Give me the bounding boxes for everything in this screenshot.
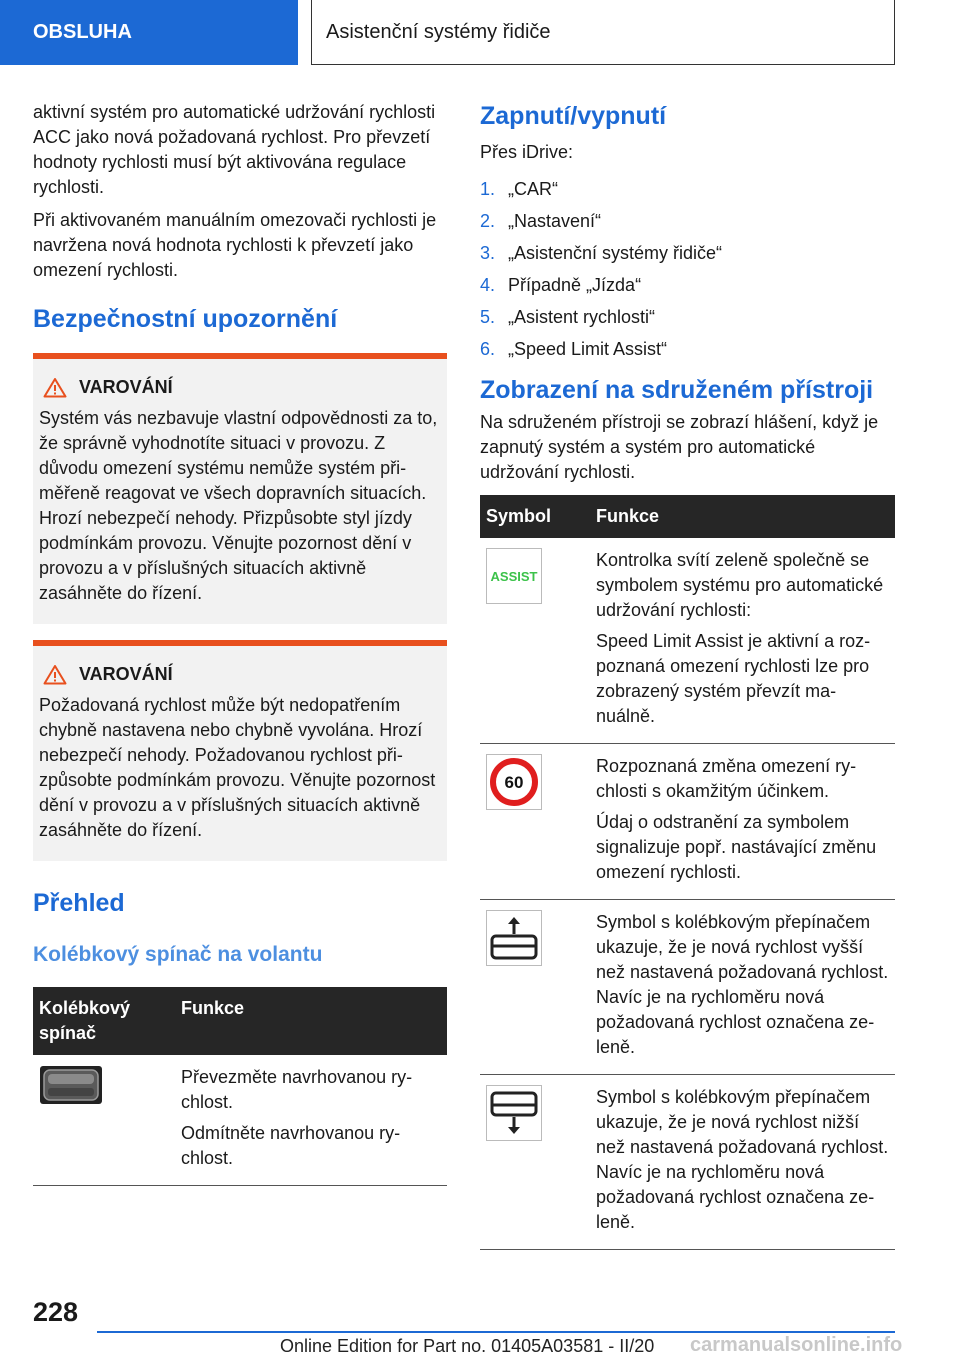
- warning-title-text: VAROVÁNÍ: [79, 377, 173, 397]
- rocker-heading: Kolébkový spínač na volantu: [33, 943, 323, 966]
- table-row: [480, 1075, 895, 1250]
- assist-icon: [486, 548, 542, 604]
- warning-title: [39, 377, 439, 398]
- function-text: Odmítněte navrhovanou rychlost.: [181, 1123, 401, 1168]
- function-text: Převezměte navrhovanou rychlost.: [181, 1067, 413, 1112]
- svg-text:ASSIST: ASSIST: [490, 569, 538, 584]
- warning-title-text: VAROVÁNÍ: [79, 664, 173, 684]
- rocker-up-icon: [486, 910, 542, 966]
- table-row: [33, 1055, 447, 1186]
- list-item: 5. „Asistent rychlosti“: [480, 307, 656, 327]
- rocker-down-icon: [486, 1085, 542, 1141]
- warning-icon: [43, 664, 67, 685]
- warning-icon: [43, 377, 67, 398]
- symbol-table: [480, 495, 895, 1250]
- warning-text: Systém vás nezbavuje vlastní odpovědnosti za to, že správně vyhodnotíte situaci v provozu. Z důvodu omezení systému nemůže systém přiměřeně reagovat ve všech dopravních situacích. Hrozí nebezpečí nehody. Přizpůsobte styl jízdy podmínkám provozu. Věnujte pozornost dění v provozu a v příslušných situacích aktivně zasáhněte do řízení.: [39, 408, 438, 603]
- watermark: carmanualsonline.info: [690, 1334, 903, 1356]
- warning-title: [39, 664, 439, 685]
- left-column: [33, 100, 447, 1186]
- svg-text:60: 60: [504, 773, 524, 792]
- intro-paragraph-1: aktivní systém pro automatické udržování rychlosti ACC jako nová požadovaná rychlost. Pro převzetí hodnoty rychlosti musí být aktivována regulace rychlosti.: [33, 102, 436, 197]
- onoff-heading: Zapnutí/vypnutí: [480, 102, 667, 130]
- chapter-title: Asistenční systémy řidiče: [311, 0, 895, 65]
- intro-paragraph-2: Při aktivovaném manuálním omezovači rychlosti je navržena nová hodnota rychlosti k převzetí jako omezení rychlosti.: [33, 210, 437, 280]
- speed-limit-sign-icon: [486, 754, 542, 810]
- list-item: 6. „Speed Limit Assist“: [480, 339, 668, 359]
- table-row: [480, 900, 895, 1075]
- display-heading: Zobrazení na sdruženém přístroji: [480, 376, 874, 404]
- table-row: [480, 744, 895, 900]
- function-text: Kontrolka svítí zeleně společně se symbolem systému pro automatické udržování rychlosti:: [596, 550, 884, 620]
- warning-text: Požadovaná rychlost může být nedopatřením chybně nastavena nebo chybně vyvolána. Hrozí nebezpečí nehody. Požadovanou rychlost přizpůsobte podmínkám provozu. Věnujte pozornost dění v provozu a v příslušných situacích aktivně zasáhněte do řízení.: [39, 695, 436, 840]
- list-item: 1. „CAR“: [480, 179, 558, 199]
- function-text: Rozpoznaná změna omezení rychlosti s okamžitým účinkem.: [596, 756, 857, 801]
- right-column: [480, 100, 895, 1250]
- list-item: 3. „Asistenční systémy řidiče“: [480, 243, 723, 263]
- function-text: Symbol s kolébkovým přepínačem ukazuje, že je nová rychlost nižší než nastavená požadovaná rychlost. Navíc je na rychloměru nová požadovaná rychlost označena zeleně.: [596, 1087, 889, 1232]
- function-text: Symbol s kolébkovým přepínačem ukazuje, že je nová rychlost vyšší než nastavená požadovaná rychlost. Navíc je na rychloměru nová požadovaná rychlost označena zeleně.: [596, 912, 889, 1057]
- section-tab: OBSLUHA: [0, 0, 298, 65]
- overview-heading: Přehled: [33, 889, 125, 917]
- safety-heading: Bezpečnostní upozornění: [33, 305, 338, 333]
- steps-list: [480, 177, 895, 362]
- table-row: [480, 538, 895, 744]
- col-header-symbol: Symbol: [480, 495, 590, 538]
- function-text: Speed Limit Assist je aktivní a rozpoznaná omezení rychlosti lze pro zobrazený systém převzít manuálně.: [596, 631, 871, 726]
- edition-text: Online Edition for Part no. 01405A03581 - II/20: [280, 1336, 655, 1356]
- page-number: 228: [33, 1297, 79, 1327]
- footer-rule: [97, 1331, 895, 1333]
- rocker-switch-icon: [39, 1065, 103, 1105]
- rocker-table: [33, 987, 447, 1186]
- display-text: Na sdruženém přístroji se zobrazí hlášení, když je zapnutý systém a systém pro automatické udržování rychlosti.: [480, 412, 879, 482]
- warning-box-2: [33, 640, 447, 861]
- col-header-function: Funkce: [175, 987, 447, 1055]
- col-header-switch: Kolébkový spínač: [33, 987, 175, 1055]
- col-header-function: Funkce: [590, 495, 895, 538]
- list-item: 2. „Nastavení“: [480, 211, 602, 231]
- via-text: Přes iDrive:: [480, 142, 574, 162]
- warning-box-1: [33, 353, 447, 624]
- list-item: 4. Případně „Jízda“: [480, 275, 642, 295]
- function-text: Údaj o odstranění za symbolem signalizuje popř. nastávající změnu omezení rychlosti.: [596, 812, 877, 882]
